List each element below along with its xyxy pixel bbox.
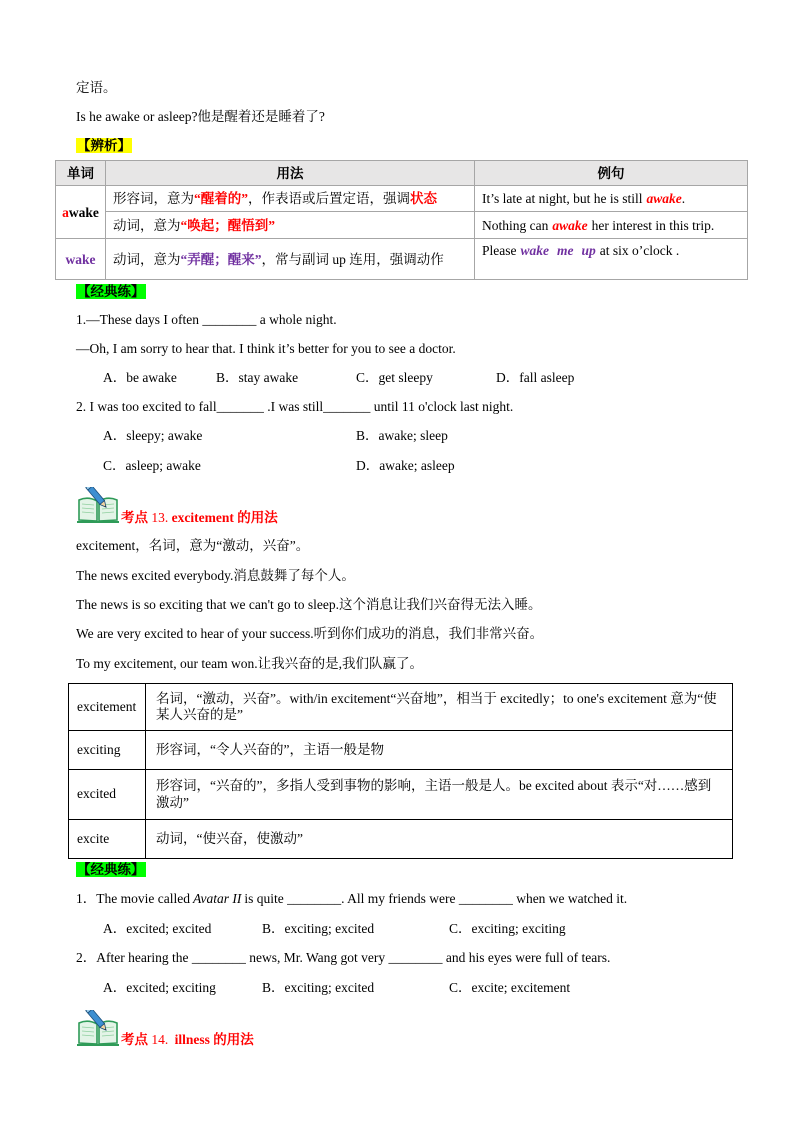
point13-line-1: excitement，名词，意为“激动，兴奋”。 <box>76 538 310 553</box>
practice1-q2-option-d: D．awake; asleep <box>356 458 455 473</box>
point13-line-5: To my excitement, our team won.让我兴奋的是,我们队赢了。 <box>76 656 424 671</box>
word-cell: exciting <box>69 731 146 770</box>
word-cell: excited <box>69 770 146 820</box>
usage-cell-wake <box>106 239 475 280</box>
table-row <box>69 731 733 770</box>
usage-text: 动词，意为 <box>113 217 181 233</box>
desc-cell: 形容词，“令人兴奋的”，主语一般是物 <box>146 731 733 770</box>
movie-title: Avatar II <box>192 891 242 906</box>
practice2-q1 <box>76 890 627 908</box>
example-cell-wake <box>475 239 748 280</box>
practice2-q2-option-c: C．excite; excitement <box>449 980 571 995</box>
practice2-q2-option-b: B．exciting; excited <box>262 980 375 995</box>
practice2-q2-option-a: A．excited; exciting <box>103 980 216 995</box>
example-cell-awake-verb <box>475 212 748 239</box>
usage-highlight: “醒着的” <box>194 191 248 206</box>
example-highlight: awake <box>552 217 588 233</box>
book-pencil-icon <box>76 1010 120 1046</box>
point14-title: illness 的用法 <box>174 1032 254 1047</box>
point13-title: excitement 的用法 <box>171 510 278 525</box>
example-highlight: wake <box>520 243 549 258</box>
desc-cell: 形容词，“兴奋的”，多指人受到事物的影响，主语一般是人。be excited about 表示“对……感到激动” <box>146 770 733 820</box>
intro-line-2: Is he awake or asleep?他是醒着还是睡着了? <box>76 109 325 124</box>
practice1-q2: 2. I was too excited to fall_______ .I was still_______ until 11 o'clock last night. <box>76 399 514 414</box>
example-text: Nothing can <box>482 217 549 233</box>
book-pencil-icon <box>76 487 120 523</box>
excite-forms-table <box>68 683 733 859</box>
point13-heading <box>121 509 278 527</box>
practice2-q2: 2．After hearing the ________ news, Mr. Wang got very ________ and his eyes were full of tears. <box>76 950 611 965</box>
example-highlight: me <box>557 243 574 258</box>
practice1-q2-option-b: B．awake; sleep <box>356 428 448 443</box>
table-row <box>69 684 733 731</box>
usage-highlight: “弄醒；醒来” <box>180 251 262 267</box>
point14-number: 14. <box>151 1032 169 1047</box>
header-example: 例句 <box>475 161 748 186</box>
example-cell-awake-adj <box>475 186 748 212</box>
header-usage: 用法 <box>106 161 475 186</box>
practice2-q1-option-a: A．excited; excited <box>103 921 212 936</box>
practice1-q1-option-a: A．be awake <box>103 370 177 385</box>
word-cell: excite <box>69 820 146 859</box>
table-row-wake <box>56 239 748 280</box>
question-text: is quite ________. All my friends were ________ when we watched it. <box>244 891 628 906</box>
usage-cell-awake-verb <box>106 212 475 239</box>
example-text: her interest in this trip. <box>591 217 715 233</box>
analysis-tag: 【辨析】 <box>77 138 131 153</box>
awake-first-letter: a <box>62 204 69 220</box>
practice1-tag: 【经典练】 <box>77 284 145 299</box>
word-cell-wake: wake <box>56 239 106 280</box>
usage-text: 形容词，意为 <box>113 191 194 206</box>
point13-line-2: The news excited everybody.消息鼓舞了每个人。 <box>76 568 355 583</box>
intro-line-1: 定语。 <box>76 80 117 95</box>
word-cell: excitement <box>69 684 146 731</box>
practice2-q1-option-c: C．exciting; exciting <box>449 921 566 936</box>
compare-table-header-row <box>56 161 748 186</box>
usage-highlight: 状态 <box>410 191 437 206</box>
practice1-q1-option-b: B．stay awake <box>216 370 299 385</box>
desc-cell: 名词，“激动，兴奋”。with/in excitement“兴奋地”，相当于 excitedly；to one's excitement 意为“使某人兴奋的是” <box>146 684 733 731</box>
point13-line-4: We are very excited to hear of your success.听到你们成功的消息，我们非常兴奋。 <box>76 626 544 641</box>
practice1-q1-line1: 1.—These days I often ________ a whole night. <box>76 312 337 327</box>
point13-line-3: The news is so exciting that we can't go to sleep.这个消息让我们兴奋得无法入睡。 <box>76 597 542 612</box>
usage-text: 动词，意为 <box>113 251 181 267</box>
table-row-awake-adj <box>56 186 748 212</box>
usage-text: ，常与副词 up 连用，强调动作 <box>261 251 444 267</box>
usage-cell-awake-adj <box>106 186 475 212</box>
point13-label: 考点 <box>121 510 148 525</box>
example-text: at six o’clock . <box>599 243 680 258</box>
table-row <box>69 820 733 859</box>
practice2-tag: 【经典练】 <box>77 862 145 877</box>
usage-highlight: “唤起；醒悟到” <box>180 217 275 233</box>
practice2-q1-option-b: B．exciting; excited <box>262 921 375 936</box>
compare-table <box>55 160 748 280</box>
example-highlight: awake <box>646 191 682 206</box>
example-text: It’s late at night, but he is still <box>482 191 643 206</box>
point14-heading <box>121 1031 254 1049</box>
example-highlight: up <box>581 243 596 258</box>
practice1-q2-option-c: C．asleep; awake <box>103 458 201 473</box>
word-cell-awake <box>56 186 106 239</box>
practice1-tag-line <box>76 283 146 301</box>
practice1-q2-option-a: A．sleepy; awake <box>103 428 203 443</box>
practice2-tag-line <box>76 861 146 879</box>
example-text: . <box>681 191 686 206</box>
practice1-q1-option-c: C．get sleepy <box>356 370 433 385</box>
desc-cell: 动词，“使兴奋，使激动” <box>146 820 733 859</box>
table-row <box>69 770 733 820</box>
question-text: 1．The movie called <box>76 891 190 906</box>
point13-number: 13. <box>151 510 169 525</box>
table-row-awake-verb <box>56 212 748 239</box>
point14-label: 考点 <box>121 1032 148 1047</box>
practice1-q1-option-d: D．fall asleep <box>496 370 575 385</box>
example-text: Please <box>482 243 517 258</box>
practice1-q1-line2: —Oh, I am sorry to hear that. I think it’s better for you to see a doctor. <box>76 341 456 356</box>
usage-text: ，作表语或后置定语，强调 <box>248 191 410 206</box>
awake-rest: wake <box>68 204 99 220</box>
analysis-tag-line <box>76 137 132 155</box>
header-word: 单词 <box>56 161 106 186</box>
